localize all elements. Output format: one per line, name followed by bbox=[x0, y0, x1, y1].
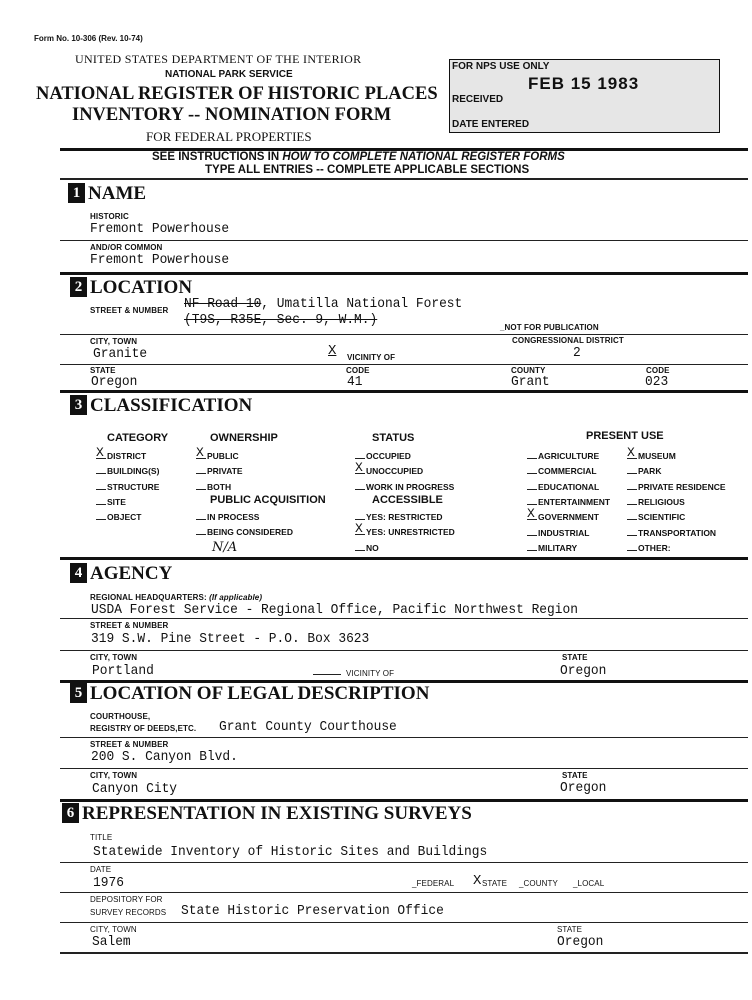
common-label: AND/OR COMMON bbox=[90, 243, 163, 252]
present-use-heading: PRESENT USE bbox=[586, 430, 664, 442]
check-mark: X bbox=[96, 445, 104, 460]
divider bbox=[60, 892, 748, 893]
status-label: OCCUPIED bbox=[366, 451, 411, 461]
category-option[interactable] bbox=[96, 482, 159, 492]
congressional-label: CONGRESSIONAL DISTRICT bbox=[512, 336, 624, 345]
checkbox-blank[interactable] bbox=[355, 483, 365, 490]
state-value: Oregon bbox=[560, 780, 607, 796]
city-value: Granite bbox=[93, 346, 148, 362]
divider bbox=[60, 768, 748, 769]
acquisition-note: N/A bbox=[212, 540, 238, 555]
hq-note: (If applicable) bbox=[209, 593, 263, 602]
historic-label: HISTORIC bbox=[90, 212, 129, 221]
divider bbox=[60, 952, 748, 954]
county-label: COUNTY bbox=[511, 366, 546, 375]
registry-label: REGISTRY OF DEEDS,ETC. bbox=[90, 724, 197, 733]
state-label: STATE bbox=[90, 366, 116, 375]
present-use-option[interactable] bbox=[627, 543, 671, 553]
depository-label: DEPOSITORY FOR bbox=[90, 895, 163, 904]
checkbox-blank[interactable] bbox=[355, 513, 365, 520]
checkbox-blank[interactable] bbox=[627, 483, 637, 490]
nps-box-title: FOR NPS USE ONLY bbox=[452, 61, 550, 72]
category-label: OBJECT bbox=[107, 512, 142, 523]
checkbox-blank[interactable] bbox=[627, 498, 637, 505]
county-value: Grant bbox=[511, 374, 550, 390]
public-acquisition-option[interactable] bbox=[196, 527, 293, 537]
checkbox-blank[interactable] bbox=[96, 513, 106, 520]
section-number: 5 bbox=[70, 683, 87, 703]
category-label: DISTRICT bbox=[107, 451, 147, 461]
section-title: REPRESENTATION IN EXISTING SURVEYS bbox=[82, 803, 472, 824]
section-number: 1 bbox=[68, 183, 85, 203]
ownership-option[interactable] bbox=[196, 482, 231, 492]
present-use-option[interactable] bbox=[627, 445, 676, 461]
hq-label bbox=[90, 593, 262, 602]
checkbox-blank[interactable] bbox=[196, 513, 206, 520]
local-option: _LOCAL bbox=[573, 879, 605, 888]
check-mark: X bbox=[355, 460, 363, 476]
section-name-header bbox=[68, 183, 146, 205]
divider bbox=[60, 178, 748, 180]
present-use-option[interactable] bbox=[527, 482, 599, 492]
state-value: Oregon bbox=[557, 934, 604, 950]
state-label: STATE bbox=[562, 653, 588, 662]
nps-use-box bbox=[449, 59, 720, 133]
present-use-option[interactable] bbox=[627, 466, 661, 476]
checkbox-blank[interactable] bbox=[527, 483, 537, 490]
divider bbox=[60, 364, 748, 365]
form-subtitle: FOR FEDERAL PROPERTIES bbox=[146, 129, 312, 144]
present-use-option[interactable] bbox=[527, 528, 589, 538]
courthouse-label: COURTHOUSE, bbox=[90, 712, 151, 721]
checkbox-blank[interactable] bbox=[355, 521, 365, 537]
vicinity-label: VICINITY OF bbox=[346, 669, 395, 678]
present-use-label: MUSEUM bbox=[638, 451, 676, 461]
check-mark: X bbox=[355, 521, 363, 537]
public-acquisition-heading: PUBLIC ACQUISITION bbox=[210, 494, 326, 506]
divider bbox=[60, 650, 748, 651]
checkbox-blank[interactable] bbox=[355, 544, 365, 551]
accessible-option[interactable] bbox=[355, 512, 443, 522]
section-classification-header bbox=[70, 395, 252, 417]
divider bbox=[60, 618, 748, 619]
present-use-label: PRIVATE RESIDENCE bbox=[638, 481, 726, 492]
instructions-line1 bbox=[152, 151, 565, 164]
present-use-label: INDUSTRIAL bbox=[538, 527, 590, 538]
state-value: Oregon bbox=[91, 374, 138, 390]
title-label: TITLE bbox=[90, 833, 113, 842]
checkbox-blank[interactable] bbox=[96, 483, 106, 490]
present-use-label: OTHER: bbox=[638, 542, 671, 553]
status-heading: STATUS bbox=[372, 432, 415, 444]
ownership-label: PUBLIC bbox=[207, 451, 239, 461]
present-use-label: RELIGIOUS bbox=[638, 496, 685, 507]
category-option[interactable] bbox=[96, 445, 147, 461]
present-use-option[interactable] bbox=[527, 506, 599, 523]
section-title: AGENCY bbox=[90, 563, 173, 584]
divider bbox=[60, 557, 748, 560]
congressional-value: 2 bbox=[573, 345, 581, 361]
courthouse-value: Grant County Courthouse bbox=[219, 719, 397, 735]
present-use-label: COMMERCIAL bbox=[538, 466, 597, 477]
status-option[interactable] bbox=[355, 460, 424, 477]
checkbox-blank[interactable] bbox=[627, 467, 637, 474]
present-use-label: TRANSPORTATION bbox=[638, 527, 717, 538]
date-label: DATE bbox=[90, 865, 112, 874]
divider bbox=[60, 272, 748, 275]
category-option[interactable] bbox=[96, 497, 126, 507]
vicinity-label: VICINITY OF bbox=[347, 353, 396, 362]
state-value: Oregon bbox=[560, 663, 607, 679]
present-use-option[interactable] bbox=[627, 497, 685, 507]
divider bbox=[60, 737, 748, 738]
received-stamp: FEB 15 1983 bbox=[528, 74, 640, 93]
present-use-label: SCIENTIFIC bbox=[638, 512, 686, 523]
checkbox-blank[interactable] bbox=[196, 467, 206, 474]
present-use-label: GOVERNMENT bbox=[538, 512, 599, 523]
received-label: RECEIVED bbox=[452, 94, 504, 105]
present-use-label: EDUCATIONAL bbox=[538, 481, 600, 492]
present-use-option[interactable] bbox=[627, 512, 685, 522]
not-for-publication: _NOT FOR PUBLICATION bbox=[500, 323, 599, 332]
form-title-line2: INVENTORY -- NOMINATION FORM bbox=[72, 105, 392, 125]
section-agency-header bbox=[70, 563, 172, 585]
checkbox-blank[interactable] bbox=[196, 483, 206, 490]
street-struck: NF Road 10 bbox=[184, 296, 262, 312]
present-use-option[interactable] bbox=[527, 543, 577, 553]
code-label: CODE bbox=[346, 366, 370, 375]
category-heading: CATEGORY bbox=[107, 432, 169, 444]
status-option[interactable] bbox=[355, 451, 411, 461]
section-title: LOCATION bbox=[90, 277, 193, 298]
state-option: STATE bbox=[482, 879, 508, 888]
city-value: Canyon City bbox=[92, 781, 178, 797]
historic-name: Fremont Powerhouse bbox=[90, 221, 230, 237]
street-label: STREET & NUMBER bbox=[90, 621, 169, 630]
present-use-label: ENTERTAINMENT bbox=[538, 496, 611, 507]
public-acquisition-option[interactable] bbox=[196, 512, 259, 522]
divider bbox=[60, 862, 748, 863]
checkbox-blank[interactable] bbox=[196, 528, 206, 535]
street-value: 200 S. Canyon Blvd. bbox=[91, 749, 238, 765]
divider bbox=[60, 799, 748, 802]
instructions-italic: HOW TO COMPLETE NATIONAL REGISTER FORMS bbox=[282, 151, 565, 163]
ownership-label: BOTH bbox=[207, 481, 232, 492]
checkbox-blank[interactable] bbox=[527, 452, 537, 459]
present-use-label: MILITARY bbox=[538, 542, 578, 553]
divider bbox=[60, 240, 748, 241]
section-location-header bbox=[70, 277, 192, 299]
survey-records-label: SURVEY RECORDS bbox=[90, 908, 167, 917]
checkbox-blank[interactable] bbox=[355, 452, 365, 459]
accessible-option[interactable] bbox=[355, 521, 455, 538]
accessible-label: YES: UNRESTRICTED bbox=[366, 527, 455, 538]
accessible-label: NO bbox=[366, 542, 379, 553]
ownership-heading: OWNERSHIP bbox=[210, 432, 278, 444]
hq-label-text: REGIONAL HEADQUARTERS: bbox=[90, 593, 207, 602]
divider bbox=[60, 922, 748, 923]
ownership-option[interactable] bbox=[196, 466, 243, 476]
checkbox-blank[interactable] bbox=[527, 529, 537, 536]
city-label: CITY, TOWN bbox=[90, 771, 138, 780]
date-entered-label: DATE ENTERED bbox=[452, 119, 530, 130]
state-label: STATE bbox=[557, 925, 583, 934]
present-use-option[interactable] bbox=[527, 466, 597, 476]
city-label: CITY, TOWN bbox=[90, 925, 137, 934]
checkbox-blank[interactable] bbox=[527, 498, 537, 505]
street-label: STREET & NUMBER bbox=[90, 740, 169, 749]
common-name: Fremont Powerhouse bbox=[90, 252, 230, 268]
present-use-option[interactable] bbox=[527, 497, 610, 507]
checkbox-blank[interactable] bbox=[627, 544, 637, 551]
city-value: Portland bbox=[92, 663, 154, 679]
state-code: 41 bbox=[347, 374, 363, 390]
ownership-label: PRIVATE bbox=[207, 466, 243, 477]
checkbox-blank[interactable] bbox=[96, 467, 106, 474]
federal-option: _FEDERAL bbox=[412, 879, 455, 888]
street-text: , Umatilla National Forest bbox=[261, 296, 463, 312]
checkbox-blank[interactable] bbox=[627, 445, 637, 460]
checkbox-blank[interactable] bbox=[355, 460, 365, 476]
check-mark: X bbox=[627, 445, 635, 460]
checkbox-blank[interactable] bbox=[627, 513, 637, 520]
survey-title: Statewide Inventory of Historic Sites and Buildings bbox=[93, 844, 488, 860]
depository-value: State Historic Preservation Office bbox=[181, 903, 444, 919]
state-label: STATE bbox=[562, 771, 588, 780]
checkbox-blank[interactable] bbox=[96, 498, 106, 505]
checkbox-blank[interactable] bbox=[627, 529, 637, 536]
hq-value: USDA Forest Service - Regional Office, Pacific Northwest Region bbox=[91, 602, 578, 618]
street-line2: (T9S, R35E, Sec. 9, W.M.) bbox=[184, 312, 378, 328]
checkbox-blank[interactable] bbox=[196, 445, 206, 460]
county-code: 023 bbox=[645, 374, 669, 390]
form-title-line1: NATIONAL REGISTER OF HISTORIC PLACES bbox=[36, 84, 438, 104]
section-title: LOCATION OF LEGAL DESCRIPTION bbox=[90, 683, 430, 704]
county-code-label: CODE bbox=[646, 366, 670, 375]
instructions-text: SEE INSTRUCTIONS IN bbox=[152, 151, 283, 163]
check-mark: X bbox=[196, 445, 204, 460]
section-number: 4 bbox=[70, 563, 87, 583]
status-option[interactable] bbox=[355, 482, 454, 492]
present-use-option[interactable] bbox=[527, 451, 599, 461]
street-value bbox=[184, 297, 462, 311]
accessible-heading: ACCESSIBLE bbox=[372, 494, 443, 506]
accessible-option[interactable] bbox=[355, 543, 379, 553]
form-number: Form No. 10-306 (Rev. 10-74) bbox=[34, 34, 143, 43]
present-use-option[interactable] bbox=[627, 528, 716, 538]
instructions-line2: TYPE ALL ENTRIES -- COMPLETE APPLICABLE SECTIONS bbox=[205, 164, 530, 176]
section-title: CLASSIFICATION bbox=[90, 395, 253, 416]
department: UNITED STATES DEPARTMENT OF THE INTERIOR bbox=[75, 52, 362, 66]
city-value: Salem bbox=[92, 934, 131, 950]
section-title: NAME bbox=[88, 183, 147, 204]
status-label: UNOCCUPIED bbox=[366, 466, 424, 477]
divider bbox=[60, 390, 748, 393]
category-option[interactable] bbox=[96, 512, 141, 522]
street-label: STREET & NUMBER bbox=[90, 306, 169, 315]
section-number: 2 bbox=[70, 277, 87, 297]
section-number: 3 bbox=[70, 395, 87, 415]
service: NATIONAL PARK SERVICE bbox=[165, 69, 293, 80]
divider bbox=[60, 334, 748, 335]
ownership-option[interactable] bbox=[196, 445, 239, 461]
city-label: CITY, TOWN bbox=[90, 337, 138, 346]
vicinity-blank bbox=[313, 674, 341, 675]
status-label: WORK IN PROGRESS bbox=[366, 481, 455, 492]
checkbox-blank[interactable] bbox=[96, 445, 106, 460]
checkbox-blank[interactable] bbox=[527, 506, 537, 522]
category-label: STRUCTURE bbox=[107, 481, 160, 492]
section-legal-description-header bbox=[70, 683, 429, 705]
vicinity-mark: X bbox=[328, 343, 337, 359]
county-option: _COUNTY bbox=[519, 879, 558, 888]
checkbox-blank[interactable] bbox=[527, 467, 537, 474]
state-mark: X bbox=[473, 873, 482, 889]
present-use-label: PARK bbox=[638, 466, 662, 477]
street-value: 319 S.W. Pine Street - P.O. Box 3623 bbox=[91, 631, 370, 647]
public-acquisition-label: BEING CONSIDERED bbox=[207, 527, 293, 538]
section-number: 6 bbox=[62, 803, 79, 823]
public-acquisition-label: IN PROCESS bbox=[207, 512, 260, 522]
city-label: CITY, TOWN bbox=[90, 653, 138, 662]
check-mark: X bbox=[527, 506, 535, 522]
category-option[interactable] bbox=[96, 466, 159, 476]
survey-date: 1976 bbox=[93, 875, 124, 891]
section-surveys-header bbox=[62, 803, 472, 825]
present-use-option[interactable] bbox=[627, 482, 726, 492]
category-label: SITE bbox=[107, 496, 126, 507]
present-use-label: AGRICULTURE bbox=[538, 451, 600, 461]
category-label: BUILDING(S) bbox=[107, 466, 160, 477]
checkbox-blank[interactable] bbox=[527, 544, 537, 551]
accessible-label: YES: RESTRICTED bbox=[366, 512, 443, 522]
